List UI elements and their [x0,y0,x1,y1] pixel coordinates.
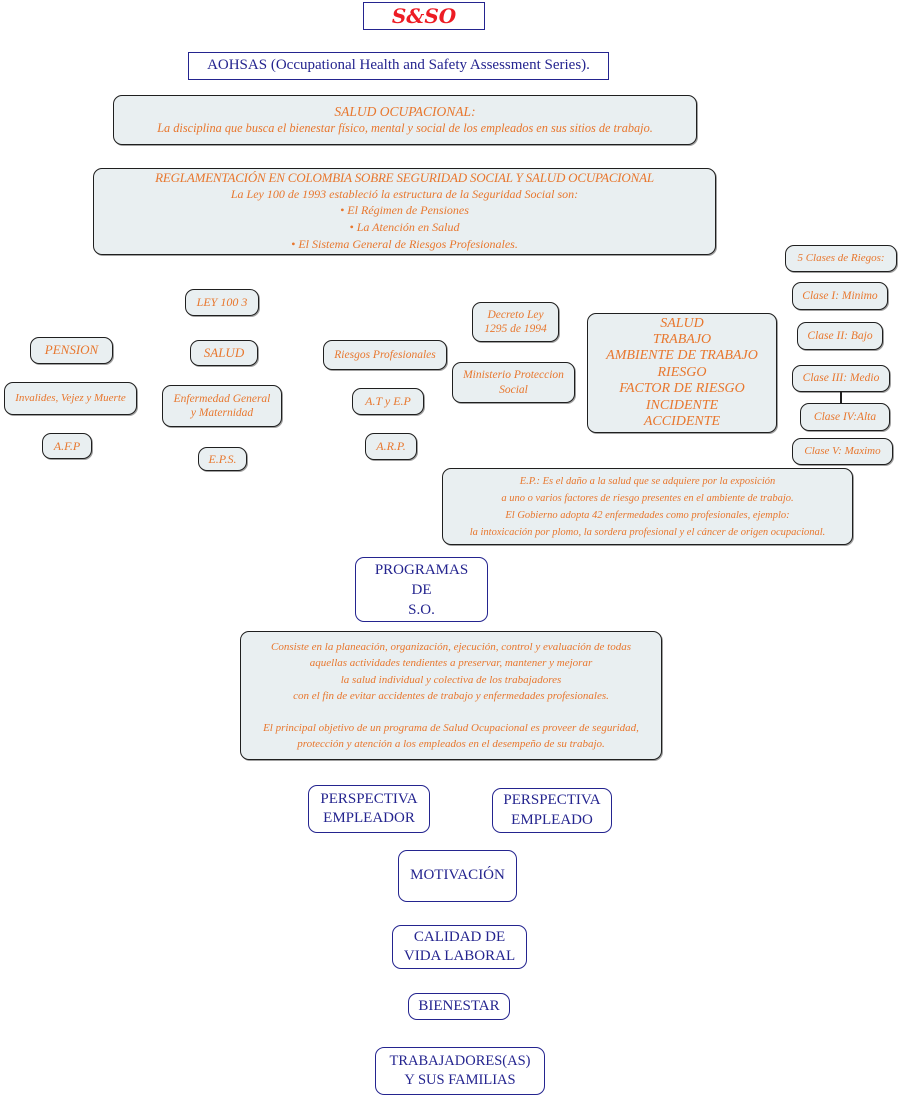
calidad-label: CALIDAD DE [413,928,506,945]
connector-line [840,392,842,403]
descripcion-text: con el fin de evitar accidentes de trabajo y enfermedades profesionales. [293,690,609,702]
concepto-label: ACCIDENTE [643,414,721,430]
ministerio-label: Social [499,383,528,396]
riesgos-profesionales-label: Riesgos Profesionales [334,348,436,361]
bienestar-box [408,993,510,1020]
risk-class-item [797,322,883,350]
risk-class-label: Clase IV:Alta [813,410,877,423]
risk-class-item [792,365,890,392]
enfermedad-profesional-text: E.P.: Es el daño a la salud que se adquiere por la exposición [519,475,776,487]
perspectiva-empleador-label: PERSPECTIVA [320,790,418,807]
perspectiva-empleado-box [492,788,612,833]
risk-classes-header-text: 5 Clases de Riegos: [797,251,885,264]
concepto-label: INCIDENTE [645,397,719,413]
decreto-box [472,302,559,342]
enfermedad-profesional-text: a uno o varios factores de riesgo presentes en el ambiente de trabajo. [501,492,794,504]
ley-100-box [185,289,259,316]
subtitle-text: AOHSAS (Occupational Health and Safety Assessment Series). [207,57,590,74]
reglamentacion-title: REGLAMENTACIÓN EN COLOMBIA SOBRE SEGURIDAD SOCIAL Y SALUD OCUPACIONAL [155,170,654,186]
reglamentacion-bullet: • La Atención en Salud [349,219,460,234]
programas-box [355,557,488,622]
reglamentacion-intro: La Ley 100 de 1993 estableció la estructura de la Seguridad Social son: [230,186,579,201]
trabajadores-label: TRABAJADORES(AS) [389,1053,531,1070]
enfermedad-label: Enfermedad General [173,392,271,405]
at-ep-box [352,388,424,415]
reglamentacion-box [93,168,716,255]
risk-class-label: Clase III: Medio [802,372,880,385]
afp-label: A.F.P [53,438,81,453]
risk-class-item [800,403,890,431]
reglamentacion-bullet: • El Sistema General de Riesgos Profesionales. [291,236,518,251]
enfermedad-box [162,385,282,427]
bienestar-label: BIENESTAR [418,997,500,1014]
at-ep-label: A.T y E.P [365,394,411,408]
ministerio-box [452,362,575,403]
eps-box [198,447,247,471]
decreto-label: Decreto Ley [487,308,544,321]
risk-classes-header [785,245,897,272]
risk-class-item [792,438,893,465]
concepto-label: RIESGO [657,364,707,380]
perspectiva-empleador-label: EMPLEADOR [323,810,415,826]
calidad-box [392,925,527,969]
risk-class-item [792,282,888,310]
afp-box [42,433,92,459]
programas-label: DE [411,581,432,598]
enfermedad-label: y Maternidad [190,407,254,419]
motivacion-box [398,850,517,902]
pension-box [30,337,113,364]
salud-label: SALUD [203,344,245,360]
decreto-label: 1295 de 1994 [484,323,547,335]
trabajadores-label: Y SUS FAMILIAS [404,1072,516,1088]
perspectiva-empleado-label: PERSPECTIVA [503,792,601,808]
enfermedad-profesional-text: la intoxicación por plomo, la sordera profesional y el cáncer de origen ocupacional. [469,526,826,538]
conceptos-box [587,313,777,433]
riesgos-profesionales-box [323,340,447,370]
invalidez-box [4,382,137,415]
motivacion-label: MOTIVACIÓN [410,867,505,884]
concepto-label: SALUD [660,315,704,331]
salud-ocupacional-title: SALUD OCUPACIONAL: [334,103,476,119]
programas-label: S.O. [408,601,435,618]
ministerio-label: Ministerio Proteccion [463,369,564,382]
invalidez-label: Invalides, Vejez y Muerte [15,391,126,404]
programas-label: PROGRAMAS [374,561,469,578]
arp-box [365,433,417,460]
descripcion-text: protección y atención a los empleados en el desempeño de su trabajo. [297,738,605,750]
perspectiva-empleado-label: EMPLEADO [511,811,593,828]
concepto-label: AMBIENTE DE TRABAJO [606,348,758,364]
risk-class-label: Clase II: Bajo [807,329,873,342]
pension-label: PENSION [44,342,99,358]
descripcion-text: El principal objetivo de un programa de Salud Ocupacional es proveer de seguridad, [263,721,639,734]
trabajadores-box [375,1047,545,1095]
subtitle-box [188,52,609,80]
descripcion-text: Consiste en la planeación, organización, ejecución, control y evaluación de todas [271,640,631,653]
page-title: S&SO [391,4,457,28]
risk-class-label: Clase V: Maximo [804,444,881,457]
salud-box [190,340,258,366]
descripcion-text: aquellas actividades tendientes a preservar, mantener y mejorar [309,657,593,669]
salud-ocupacional-box [113,95,697,145]
reglamentacion-bullet: • El Régimen de Pensiones [340,202,469,217]
title-box [363,2,485,30]
ley-100-label: LEY 100 3 [196,295,248,309]
programa-descripcion-box [240,631,662,760]
perspectiva-empleador-box [308,785,430,833]
enfermedad-profesional-box [442,468,853,545]
enfermedad-profesional-text: El Gobierno adopta 42 enfermedades como profesionales, ejemplo: [505,509,790,521]
concepto-label: FACTOR DE RIESGO [619,381,745,397]
eps-label: E.P.S. [208,451,237,466]
calidad-label: VIDA LABORAL [403,948,516,964]
concepto-label: TRABAJO [652,331,712,347]
risk-class-label: Clase I: Minimo [802,289,878,302]
arp-label: A.R.P. [376,439,406,453]
descripcion-text: la salud individual y colectiva de los trabajadores [340,673,562,686]
salud-ocupacional-body: La disciplina que busca el bienestar físico, mental y social de los empleados en sus sitios de trabajo. [157,120,653,135]
